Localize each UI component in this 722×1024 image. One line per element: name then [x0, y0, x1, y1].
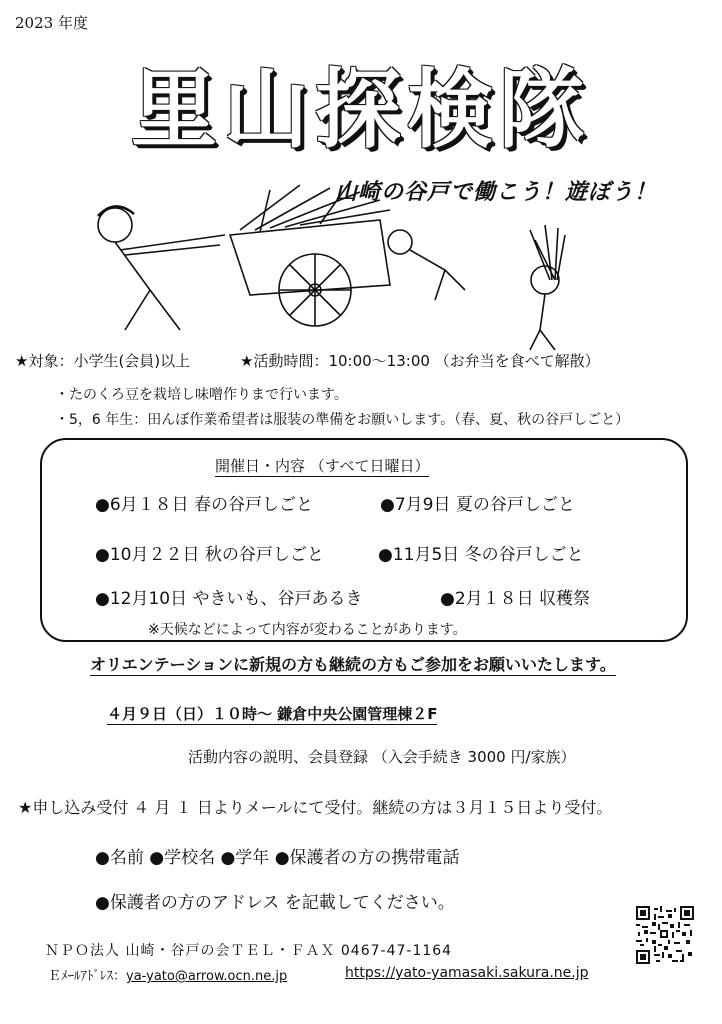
- note-miso: ・たのくろ豆を栽培し味噌作りまで行います。: [55, 387, 348, 403]
- application-text: ★申し込み受付 ４ 月 １ 日よりメールにて受付。継続の方は３月１５日より受付。: [18, 798, 613, 817]
- orientation-activity: 活動内容の説明、会員登録 （入会手続き 3000 円/家族）: [188, 748, 576, 766]
- weather-note: ※天候などによって内容が変わることがあります。: [148, 622, 467, 638]
- slogan: 山崎の谷戸で働こう！遊ぼう！: [335, 180, 658, 205]
- target-text: ★対象：小学生(会員)以上: [15, 352, 191, 370]
- schedule-heading: 開催日・内容 （すべて日曜日）: [215, 457, 430, 475]
- email-link[interactable]: ya-yato@arrow.ocn.ne.jp: [126, 969, 288, 984]
- orientation-date-venue: ４月９日（日）１０時～ 鎌倉中央公園管理棟２F: [107, 705, 438, 723]
- hours-text: ★活動時間：10:00～13:00 （お弁当を食べて解散）: [240, 352, 600, 370]
- email-line: [48, 965, 287, 984]
- email-label: Ｅﾒｰﾙｱﾄﾞﾚｽ：: [48, 969, 127, 984]
- schedule-item: ●10月２２日 秋の谷戸しごと: [95, 545, 324, 565]
- qr-code-icon[interactable]: [636, 906, 694, 964]
- schedule-item: ●12月10日 やきいも、谷戸あるき: [95, 589, 363, 609]
- note-clothing: ・5，6 年生：田んぼ作業希望者は服装の準備をお願いします。（春、夏、秋の谷戸しごと）: [55, 412, 630, 428]
- organization-contact: ＮＰＯ法人 山崎・谷戸の会ＴＥＬ・ＦＡＸ 0467-47-1164: [45, 943, 453, 959]
- year-label: 2023 年度: [15, 14, 88, 32]
- page-title: 里山探検隊: [131, 60, 591, 160]
- schedule-item: ●7月9日 夏の谷戸しごと: [380, 495, 575, 515]
- illustration-children-cart: [60, 180, 680, 350]
- website-link[interactable]: https://yato-yamasaki.sakura.ne.jp: [345, 965, 589, 981]
- schedule-item: ●6月１８日 春の谷戸しごと: [95, 495, 314, 515]
- orientation-notice: オリエンテーションに新規の方も継続の方もご参加をお願いいたします。: [90, 652, 616, 676]
- schedule-item: ●2月１８日 収穫祭: [440, 589, 591, 609]
- required-info: ●名前 ●学校名 ●学年 ●保護者の方の携帯電話: [95, 848, 460, 868]
- required-info: ●保護者の方のアドレス を記載してください。: [95, 893, 455, 913]
- schedule-item: ●11月5日 冬の谷戸しごと: [378, 545, 584, 565]
